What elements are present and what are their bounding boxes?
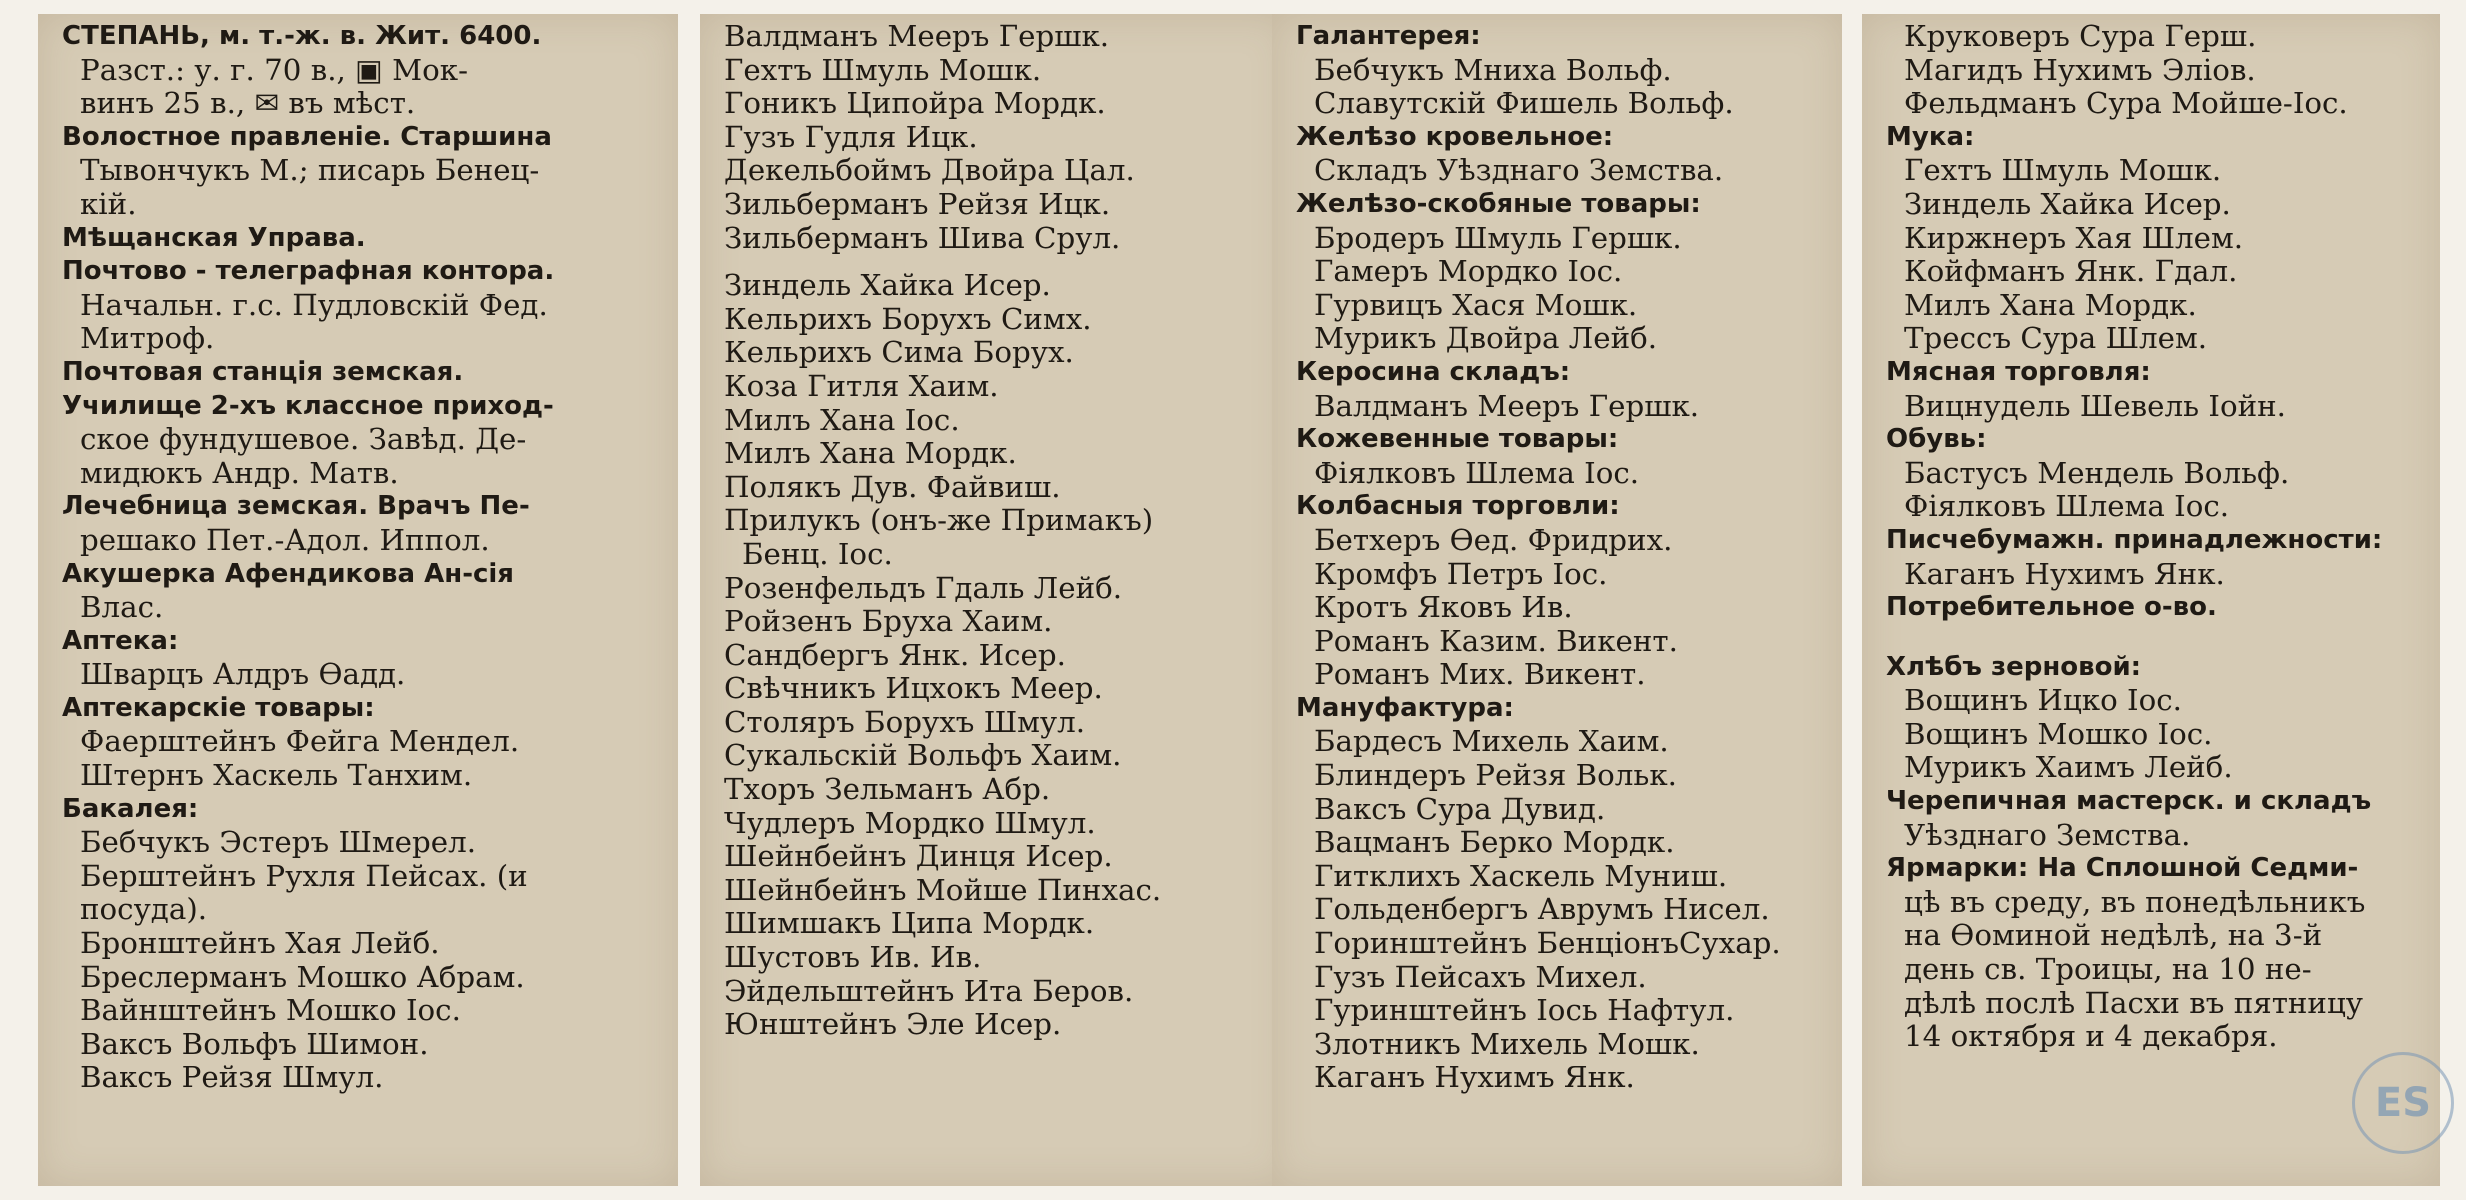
watermark-label: ES (2374, 1080, 2432, 1126)
entry-line: Штернъ Хаскель Танхим. (80, 758, 473, 793)
section-heading: Ярмарки: На Сплошной Седми- (1886, 853, 2359, 884)
section-heading: Почтовая станція земская. (62, 356, 464, 387)
entry-line: Прилукъ (онъ-же Примакъ) (724, 503, 1154, 538)
entry-line: Розенфельдъ Гдаль Лейб. (724, 570, 1123, 605)
entry-line: Гехтъ Шмуль Мошк. (724, 52, 1042, 87)
entry-line: Трессъ Сура Шлем. (1904, 321, 2208, 356)
entry-line: Бастусъ Мендель Вольф. (1904, 455, 2290, 490)
section-heading: Керосина складъ: (1296, 356, 1571, 387)
entry-line: Фіялковъ Шлема Іос. (1904, 489, 2230, 524)
entry-line: Берштейнъ Рухля Пейсах. (и (80, 858, 528, 893)
section-heading: Потребительное о-во. (1886, 592, 2217, 623)
section-heading: Обувь: (1886, 424, 1987, 455)
entry-line: Бардесъ Михель Хаим. (1314, 724, 1669, 759)
entry-line: Зильберманъ Шива Срул. (724, 220, 1121, 255)
entry-line: Вацманъ Берко Мордк. (1314, 825, 1675, 860)
entry-line: Славутскій Фишель Вольф. (1314, 86, 1734, 121)
entry-line: Кельрихъ Сима Борух. (724, 335, 1074, 370)
section-heading: Училище 2-хъ классное приход- (62, 390, 554, 421)
entry-line: Ваксъ Рейзя Шмул. (80, 1060, 384, 1095)
entry-line: решако Пет.-Адол. Иппол. (80, 522, 490, 557)
entry-line: Валдманъ Мееръ Гершк. (1314, 388, 1700, 423)
entry-line: Столяръ Борухъ Шмул. (724, 704, 1086, 739)
section-heading: Желѣзо-скобяные товары: (1296, 188, 1701, 219)
section-heading: Хлѣбъ зерновой: (1886, 651, 2142, 682)
entry-line: винъ 25 в., ✉ въ мѣст. (80, 86, 416, 121)
section-heading: Желѣзо кровельное: (1296, 121, 1614, 152)
entry-line: день св. Троицы, на 10 не- (1904, 952, 2312, 987)
entry-line: Мурикъ Хаимъ Лейб. (1904, 750, 2233, 785)
entry-line: Бебчукъ Мниха Вольф. (1314, 52, 1672, 87)
entry-line: Милъ Хана Іос. (724, 402, 960, 437)
entry-line: Вощинъ Мошко Іос. (1904, 716, 2213, 751)
entry-line: Полякъ Дув. Файвиш. (724, 469, 1061, 504)
entry-line: Эйдельштейнъ Ита Беров. (724, 973, 1134, 1008)
section-heading: Лечебница земская. Врачъ Пе- (62, 491, 530, 522)
entry-line: Шимшакъ Ципа Мордк. (724, 906, 1095, 941)
entry-line: Гузъ Гудля Ицк. (724, 119, 978, 154)
entry-line: Каганъ Нухимъ Янк. (1904, 556, 2225, 591)
entry-line: Гоникъ Ципойра Мордк. (724, 86, 1106, 121)
entry-line: Круковеръ Сура Герш. (1904, 19, 2257, 53)
entry-line: Влас. (80, 590, 164, 625)
entry-line: Койфманъ Янк. Гдал. (1904, 254, 2238, 289)
entry-line: Разст.: у. г. 70 в., ▣ Мок- (80, 52, 468, 87)
section-heading: Волостное правленіе. Старшина (62, 121, 552, 152)
column-1 (38, 14, 678, 1186)
entry-line: Гузъ Пейсахъ Михел. (1314, 959, 1647, 994)
section-heading: Галантерея: (1296, 21, 1481, 51)
section-heading: Аптекарскіе товары: (62, 692, 375, 723)
entry-line: Романъ Мих. Викент. (1314, 657, 1646, 692)
entry-line: Фаерштейнъ Фейга Мендел. (80, 724, 520, 759)
entry-line: Сукальскій Вольфъ Хаим. (724, 738, 1122, 773)
entry-line: Блиндеръ Рейзя Вольк. (1314, 758, 1677, 793)
entry-line: Шейнбейнъ Мойше Пинхас. (724, 872, 1162, 907)
entry-line: Складъ Уѣзднаго Земства. (1314, 153, 1724, 188)
entry-line: Милъ Хана Мордк. (724, 436, 1017, 471)
entry-line: посуда). (80, 892, 208, 927)
spacer (724, 255, 1272, 269)
entry-line: Бенц. Іос. (742, 536, 893, 571)
entry-line: Свѣчникъ Ицхокъ Меер. (724, 671, 1103, 706)
section-heading: Мясная торговля: (1886, 356, 2151, 387)
entry-line: Чудлеръ Мордко Шмул. (724, 805, 1096, 840)
section-heading: Мѣщанская Управа. (62, 222, 366, 253)
entry-line: Шустовъ Ив. Ив. (724, 940, 982, 975)
section-heading: СТЕПАНЬ, м. т.-ж. в. Жит. 6400. (62, 21, 542, 51)
entry-line: Горинштейнъ БенціонъСухар. (1314, 926, 1781, 961)
entry-line: Начальн. г.с. Пудловскій Фед. (80, 287, 548, 322)
entry-line: Гамеръ Мордко Іос. (1314, 254, 1623, 289)
entry-line: Сандбергъ Янк. Исер. (724, 637, 1066, 672)
section-heading: Мануфактура: (1296, 692, 1514, 723)
entry-line: Ройзенъ Бруха Хаим. (724, 604, 1053, 639)
entry-line: Кротъ Яковъ Ив. (1314, 590, 1573, 625)
entry-line: Уѣзднаго Земства. (1904, 817, 2191, 852)
entry-line: ское фундушевое. Завѣд. Де- (80, 422, 527, 457)
entry-line: Романъ Казим. Викент. (1314, 623, 1678, 658)
entry-line: Ваксъ Вольфъ Шимон. (80, 1026, 429, 1061)
section-heading: Писчебумажн. принадлежности: (1886, 524, 2383, 555)
section-heading: Почтово - телеграфная контора. (62, 256, 555, 287)
section-heading: Бакалея: (62, 793, 199, 824)
entry-line: 14 октября и 4 декабря. (1904, 1019, 2278, 1054)
section-heading: Мука: (1886, 121, 1975, 152)
column-3 (1272, 14, 1842, 1186)
entry-line: Гурвицъ Хася Мошк. (1314, 287, 1638, 322)
entry-line: Зильберманъ Рейзя Ицк. (724, 186, 1111, 221)
entry-line: цѣ въ среду, въ понедѣльникъ (1904, 884, 2366, 919)
entry-line: Вицнудель Шевель Іойн. (1904, 388, 2286, 423)
section-heading: Аптека: (62, 625, 179, 656)
entry-line: Декельбоймъ Двойра Цал. (724, 153, 1135, 188)
section-heading: Акушерка Афендикова Ан-сія (62, 558, 515, 589)
entry-line: Милъ Хана Мордк. (1904, 287, 2197, 322)
entry-line: на Ѳоминой недѣлѣ, на 3-й (1904, 918, 2323, 953)
entry-line: Зиндель Хайка Исер. (724, 268, 1051, 303)
entry-line: Шейнбейнъ Динця Исер. (724, 839, 1113, 874)
entry-line: Тывончукъ М.; писарь Бенец- (80, 153, 540, 188)
entry-line: Гуринштейнъ Іось Нафтул. (1314, 993, 1735, 1028)
entry-line: Вощинъ Ицко Іос. (1904, 683, 2182, 718)
entry-line: Кельрихъ Борухъ Симх. (724, 301, 1092, 336)
entry-line: Бетхеръ Ѳед. Фридрих. (1314, 522, 1673, 557)
entry-line: Гитклихъ Хаскель Муниш. (1314, 858, 1728, 893)
entry-line: Бронштейнъ Хая Лейб. (80, 926, 440, 961)
entry-line: кій. (80, 186, 137, 221)
spacer (1886, 625, 2422, 651)
entry-line: Валдманъ Мееръ Гершк. (724, 19, 1110, 53)
section-heading: Колбасныя торговли: (1296, 491, 1620, 522)
entry-line: Юнштейнъ Эле Исер. (724, 1007, 1062, 1042)
entry-line: Гехтъ Шмуль Мошк. (1904, 153, 2222, 188)
column-4 (1862, 14, 2440, 1186)
watermark-seal (2352, 1052, 2454, 1154)
entry-line: Каганъ Нухимъ Янк. (1314, 1060, 1635, 1095)
section-heading: Черепичная мастерск. и складъ (1886, 786, 2372, 817)
section-heading: Кожевенные товары: (1296, 424, 1619, 455)
entry-line: Злотникъ Михель Мошк. (1314, 1026, 1700, 1061)
entry-line: мидюкъ Андр. Матв. (80, 455, 399, 490)
entry-line: Бреслерманъ Мошко Абрам. (80, 959, 525, 994)
entry-line: Гольденбергъ Аврумъ Нисел. (1314, 892, 1770, 927)
entry-line: Магидъ Нухимъ Эліов. (1904, 52, 2256, 87)
column-2 (700, 14, 1290, 1186)
entry-line: Тхоръ Зельманъ Абр. (724, 772, 1051, 807)
entry-line: Коза Гитля Хаим. (724, 368, 999, 403)
entry-line: Зиндель Хайка Исер. (1904, 186, 2231, 221)
entry-line: Фельдманъ Сура Мойше-Іос. (1904, 86, 2348, 121)
entry-line: Бродеръ Шмуль Гершк. (1314, 220, 1682, 255)
entry-line: Киржнеръ Хая Шлем. (1904, 220, 2244, 255)
entry-line: Мурикъ Двойра Лейб. (1314, 321, 1658, 356)
entry-line: Бебчукъ Эстеръ Шмерел. (80, 825, 477, 860)
entry-line: Митроф. (80, 321, 215, 356)
entry-line: Кромфъ Петръ Іос. (1314, 556, 1608, 591)
entry-line: Вайнштейнъ Мошко Іос. (80, 993, 461, 1028)
entry-line: Фіялковъ Шлема Іос. (1314, 455, 1640, 490)
entry-line: Шварцъ Алдръ Ѳадд. (80, 657, 406, 692)
entry-line: Ваксъ Сура Дувид. (1314, 791, 1606, 826)
entry-line: дѣлѣ послѣ Пасхи въ пятницу (1904, 985, 2364, 1020)
